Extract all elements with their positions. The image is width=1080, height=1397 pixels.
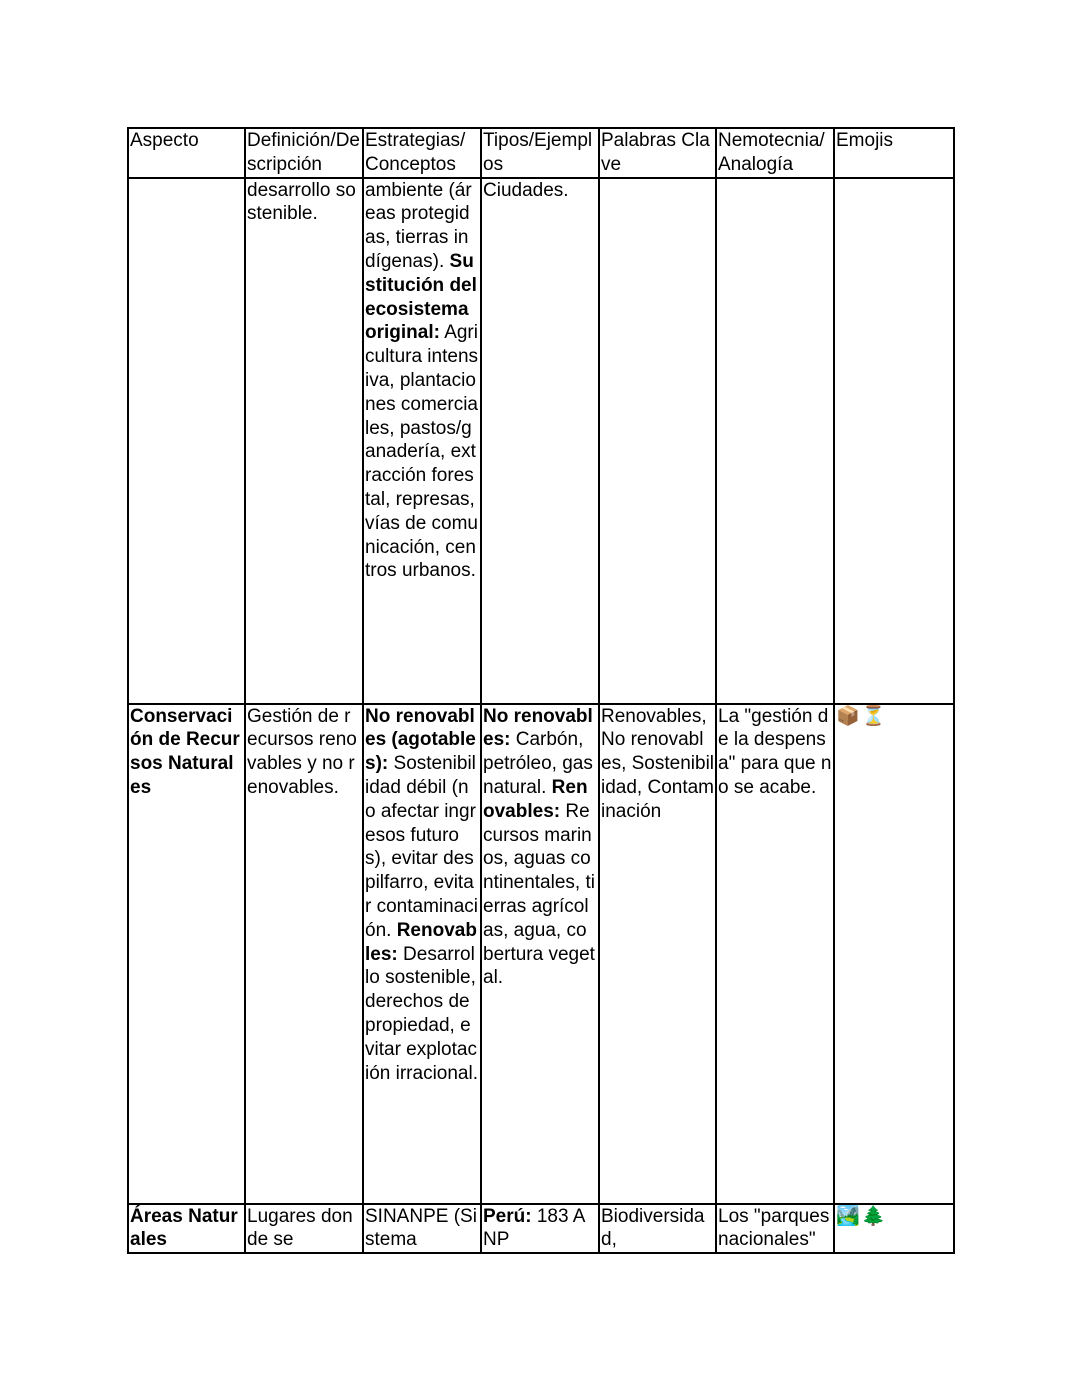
cell-emojis: 📦⏳ — [834, 704, 954, 1204]
cell-bold-label: No renovables: — [483, 705, 593, 751]
header-palabras-clave: Palabras Clave — [599, 128, 716, 178]
cell-text: Recursos marinos, aguas continentales, tierras agrícolas, agua, cobertura vegetal. — [483, 800, 595, 989]
header-estrategias: Estrategias/Conceptos — [363, 128, 481, 178]
cell-definicion: Gestión de recursos renovables y no renovables. — [245, 704, 363, 1204]
header-aspecto: Aspecto — [128, 128, 245, 178]
header-emojis: Emojis — [834, 128, 954, 178]
cell-text: Desarrollo sostenible, derechos de propiedad, evitar explotación irracional. — [365, 943, 478, 1084]
table-row — [128, 1204, 954, 1254]
cell-tipos — [481, 704, 599, 1204]
content-table — [127, 127, 955, 1254]
cell-text: ambiente (áreas protegidas, tierras indígenas). — [365, 179, 472, 272]
cell-estrategias — [363, 178, 481, 704]
cell-text: Carbón, petróleo, gas natural. — [483, 729, 593, 798]
cell-bold-label: Sustitución del ecosistema original: — [365, 250, 477, 344]
cell-text: 183 ANP — [483, 1205, 586, 1251]
cell-tipos — [481, 1204, 599, 1254]
cell-palabras-clave — [599, 178, 716, 704]
cell-emojis — [834, 178, 954, 704]
cell-palabras-clave: Renovables, No renovables, Sostenibilidad, Contaminación — [599, 704, 716, 1204]
cell-nemotecnia: La "gestión de la despensa" para que no se acabe. — [716, 704, 834, 1204]
table-row — [128, 704, 954, 1204]
header-nemotecnia: Nemotecnia/Analogía — [716, 128, 834, 178]
cell-emojis: 🏞️🌲 — [834, 1204, 954, 1254]
cell-nemotecnia — [716, 178, 834, 704]
cell-estrategias: SINANPE (Sistema — [363, 1204, 481, 1254]
table-header-row — [128, 128, 954, 178]
cell-palabras-clave: Biodiversidad, — [599, 1204, 716, 1254]
header-definicion: Definición/Descripción — [245, 128, 363, 178]
cell-bold-label: Perú: — [483, 1205, 532, 1227]
cell-text: Sostenibilidad débil (no afectar ingresos futuros), evitar despilfarro, evitar contaminación. — [365, 753, 478, 941]
cell-bold-label: Renovables: — [483, 776, 588, 822]
cell-nemotecnia: Los "parques nacionales" — [716, 1204, 834, 1254]
cell-estrategias — [363, 704, 481, 1204]
cell-aspecto: Áreas Naturales — [128, 1204, 245, 1254]
header-tipos: Tipos/Ejemplos — [481, 128, 599, 178]
cell-aspecto: Conservación de Recursos Naturales — [128, 704, 245, 1204]
table-row — [128, 178, 954, 704]
cell-aspecto — [128, 178, 245, 704]
cell-text: Agricultura intensiva, plantaciones comerciales, pastos/ganadería, extracción forestal, represas, vías de comunicación, centros urbanos. — [365, 322, 479, 582]
cell-definicion: desarrollo sostenible. — [245, 178, 363, 704]
cell-definicion: Lugares donde se — [245, 1204, 363, 1254]
cell-bold-label: Renovables: — [365, 919, 477, 965]
cell-bold-label: No renovables (agotables): — [365, 705, 476, 775]
cell-tipos: Ciudades. — [481, 178, 599, 704]
